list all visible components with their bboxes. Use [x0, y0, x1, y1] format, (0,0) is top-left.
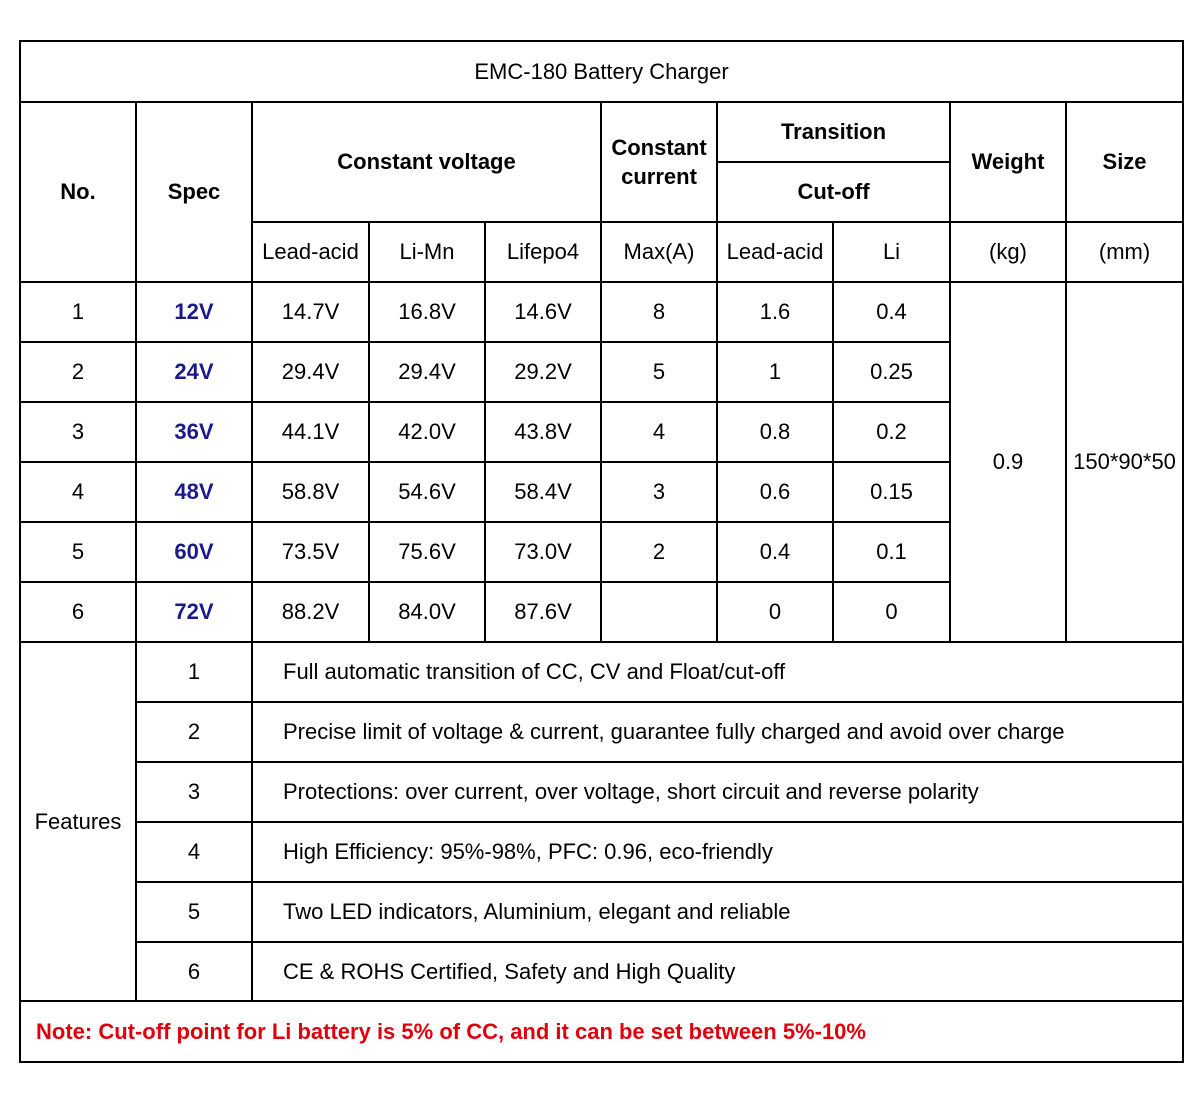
feature-text: High Efficiency: 95%-98%, PFC: 0.96, eco-friendly: [252, 822, 1183, 882]
spec-table: [19, 40, 1184, 1063]
subheader-max-a: Max(A): [601, 222, 717, 282]
header-transition: Transition: [717, 102, 950, 162]
row-cut-lead: 1.6: [717, 282, 833, 342]
row-cut-li: 0: [833, 582, 950, 642]
row-cut-li: 0.4: [833, 282, 950, 342]
row-max-a: 2: [601, 522, 717, 582]
subheader-lead-acid: Lead-acid: [252, 222, 369, 282]
row-lifepo4: 73.0V: [485, 522, 601, 582]
row-li-mn: 54.6V: [369, 462, 485, 522]
row-spec: 12V: [136, 282, 252, 342]
row-cut-li: 0.15: [833, 462, 950, 522]
row-lead-acid: 29.4V: [252, 342, 369, 402]
row-lifepo4: 29.2V: [485, 342, 601, 402]
row-cut-li: 0.1: [833, 522, 950, 582]
row-cut-lead: 0.4: [717, 522, 833, 582]
row-lead-acid: 14.7V: [252, 282, 369, 342]
feature-row: [20, 762, 1183, 822]
row-lead-acid: 44.1V: [252, 402, 369, 462]
row-cut-lead: 0: [717, 582, 833, 642]
row-no: 4: [20, 462, 136, 522]
subheader-cut-li: Li: [833, 222, 950, 282]
subheader-lifepo4: Lifepo4: [485, 222, 601, 282]
row-max-a: 8: [601, 282, 717, 342]
header-size: Size: [1066, 102, 1183, 222]
subheader-li-mn: Li-Mn: [369, 222, 485, 282]
feature-text: Full automatic transition of CC, CV and Float/cut-off: [252, 642, 1183, 702]
row-lifepo4: 58.4V: [485, 462, 601, 522]
row-li-mn: 75.6V: [369, 522, 485, 582]
feature-row: [20, 822, 1183, 882]
size-value: 150*90*50: [1066, 282, 1183, 642]
header-spec: Spec: [136, 102, 252, 282]
row-max-a: 3: [601, 462, 717, 522]
header-constant-current: Constant current: [601, 102, 717, 222]
row-lifepo4: 14.6V: [485, 282, 601, 342]
row-max-a: 4: [601, 402, 717, 462]
header-constant-voltage: Constant voltage: [252, 102, 601, 222]
row-cut-li: 0.25: [833, 342, 950, 402]
table-row: [20, 282, 1183, 342]
feature-text: Protections: over current, over voltage, short circuit and reverse polarity: [252, 762, 1183, 822]
feature-text: CE & ROHS Certified, Safety and High Quality: [252, 942, 1183, 1001]
table-title: EMC-180 Battery Charger: [20, 41, 1183, 102]
feature-text: Precise limit of voltage & current, guarantee fully charged and avoid over charge: [252, 702, 1183, 762]
row-cut-lead: 0.8: [717, 402, 833, 462]
header-cutoff: Cut-off: [717, 162, 950, 222]
subheader-mm: (mm): [1066, 222, 1183, 282]
row-lifepo4: 43.8V: [485, 402, 601, 462]
row-max-a: [601, 582, 717, 642]
row-no: 5: [20, 522, 136, 582]
feature-row: [20, 882, 1183, 942]
row-spec: 24V: [136, 342, 252, 402]
row-lead-acid: 58.8V: [252, 462, 369, 522]
row-li-mn: 16.8V: [369, 282, 485, 342]
feature-number: 6: [136, 942, 252, 1001]
row-li-mn: 42.0V: [369, 402, 485, 462]
row-no: 2: [20, 342, 136, 402]
row-lifepo4: 87.6V: [485, 582, 601, 642]
header-no: No.: [20, 102, 136, 282]
feature-number: 4: [136, 822, 252, 882]
row-cut-li: 0.2: [833, 402, 950, 462]
feature-row: [20, 702, 1183, 762]
row-lead-acid: 88.2V: [252, 582, 369, 642]
feature-number: 5: [136, 882, 252, 942]
weight-value: 0.9: [950, 282, 1066, 642]
feature-number: 3: [136, 762, 252, 822]
feature-number: 2: [136, 702, 252, 762]
features-label: Features: [20, 642, 136, 1001]
row-cut-lead: 1: [717, 342, 833, 402]
subheader-cut-lead-acid: Lead-acid: [717, 222, 833, 282]
feature-row: [20, 642, 1183, 702]
row-lead-acid: 73.5V: [252, 522, 369, 582]
row-spec: 72V: [136, 582, 252, 642]
row-cut-lead: 0.6: [717, 462, 833, 522]
row-max-a: 5: [601, 342, 717, 402]
row-li-mn: 29.4V: [369, 342, 485, 402]
row-spec: 60V: [136, 522, 252, 582]
header-weight: Weight: [950, 102, 1066, 222]
feature-number: 1: [136, 642, 252, 702]
row-spec: 48V: [136, 462, 252, 522]
row-no: 6: [20, 582, 136, 642]
note-text: Note: Cut-off point for Li battery is 5% of CC, and it can be set between 5%-10%: [20, 1001, 1183, 1062]
subheader-kg: (kg): [950, 222, 1066, 282]
row-no: 1: [20, 282, 136, 342]
feature-row: [20, 942, 1183, 1001]
row-no: 3: [20, 402, 136, 462]
row-spec: 36V: [136, 402, 252, 462]
feature-text: Two LED indicators, Aluminium, elegant and reliable: [252, 882, 1183, 942]
row-li-mn: 84.0V: [369, 582, 485, 642]
